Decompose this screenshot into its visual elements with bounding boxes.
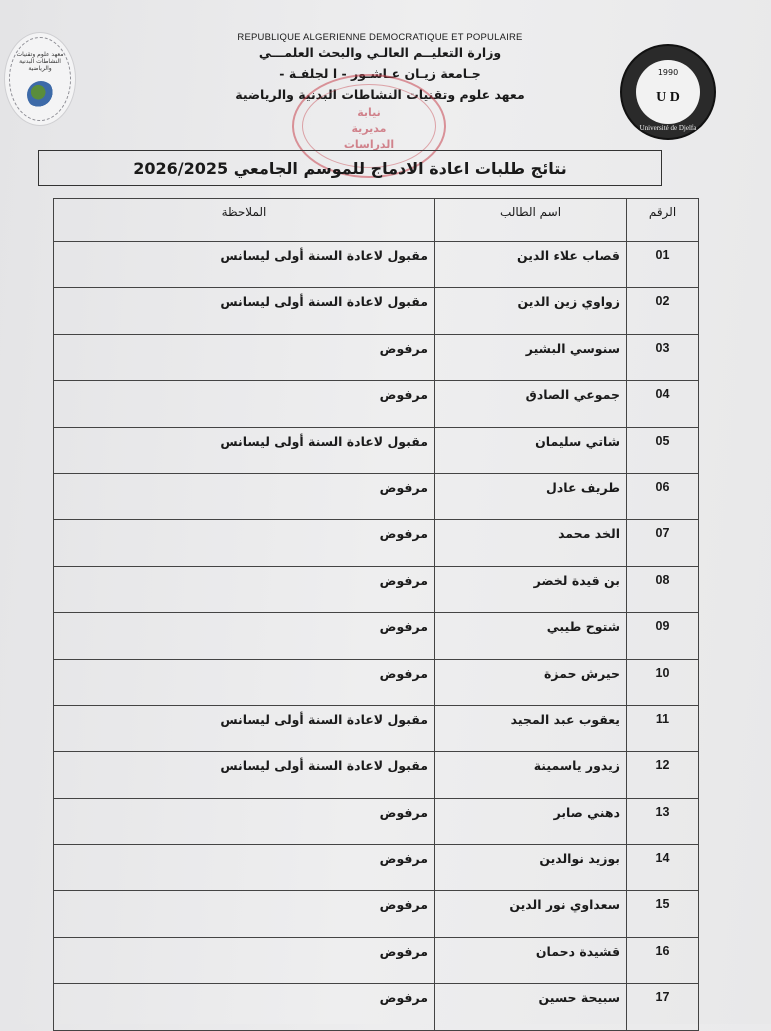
- student-name: شتوح طيبي: [435, 613, 627, 659]
- row-note: مرفوض: [54, 473, 435, 519]
- student-name: قصاب علاء الدين: [435, 242, 627, 288]
- row-note: مقبول لاعادة السنة أولى ليسانس: [54, 705, 435, 751]
- row-number: 12: [627, 752, 699, 798]
- header-number: الرقم: [627, 199, 699, 242]
- stamp-line-1: نيابة: [357, 106, 381, 119]
- seal-letters: U D: [656, 90, 680, 105]
- student-name: سبيحة حسين: [435, 984, 627, 1030]
- row-number: 02: [627, 288, 699, 334]
- institute-heading: معهد علوم وتقنيات النشاطات البدنية والرياضية: [235, 87, 525, 102]
- row-note: مرفوض: [54, 845, 435, 891]
- row-note: مرفوض: [54, 798, 435, 844]
- table-row: [54, 752, 699, 798]
- row-note: مرفوض: [54, 937, 435, 983]
- row-number: 17: [627, 984, 699, 1030]
- table-row: [54, 659, 699, 705]
- seal-center: [636, 60, 700, 124]
- row-number: 01: [627, 242, 699, 288]
- results-table: [53, 198, 699, 1031]
- student-name: بوزيد نوالدين: [435, 845, 627, 891]
- row-note: مرفوض: [54, 891, 435, 937]
- row-note: مقبول لاعادة السنة أولى ليسانس: [54, 288, 435, 334]
- republic-heading: REPUBLIQUE ALGERIENNE DEMOCRATIQUE ET POPULAIRE: [237, 32, 523, 43]
- stamp-line-3: الدراسات: [343, 138, 395, 151]
- row-note: مرفوض: [54, 659, 435, 705]
- row-number: 04: [627, 381, 699, 427]
- row-number: 06: [627, 473, 699, 519]
- row-number: 15: [627, 891, 699, 937]
- header-note: الملاحظة: [54, 199, 435, 242]
- student-name: الخد محمد: [435, 520, 627, 566]
- seal-rim-text: Université de Djelfa: [639, 124, 697, 132]
- row-number: 05: [627, 427, 699, 473]
- seal-year: 1990: [657, 68, 679, 77]
- university-seal-icon: [620, 44, 716, 140]
- table-row: [54, 288, 699, 334]
- ministry-heading: وزارة التعليــم العالـي والبحث العلمـــي: [258, 45, 502, 60]
- athlete-figure-icon: [27, 81, 55, 109]
- page-title: [38, 150, 662, 186]
- row-number: 03: [627, 334, 699, 380]
- student-name: دهني صابر: [435, 798, 627, 844]
- table-row: [54, 798, 699, 844]
- table-row: [54, 381, 699, 427]
- table-header-row: [54, 199, 699, 242]
- table-row: [54, 334, 699, 380]
- row-note: مقبول لاعادة السنة أولى ليسانس: [54, 427, 435, 473]
- row-note: مرفوض: [54, 613, 435, 659]
- table-row: [54, 891, 699, 937]
- row-number: 07: [627, 520, 699, 566]
- student-name: زيدور ياسمينة: [435, 752, 627, 798]
- student-name: يعقوب عبد المجيد: [435, 705, 627, 751]
- table-row: [54, 242, 699, 288]
- table-row: [54, 937, 699, 983]
- student-name: شاتي سليمان: [435, 427, 627, 473]
- row-note: مقبول لاعادة السنة أولى ليسانس: [54, 242, 435, 288]
- table-row: [54, 845, 699, 891]
- student-name: حيرش حمزة: [435, 659, 627, 705]
- student-name: بن قيدة لخضر: [435, 566, 627, 612]
- logo-left-text: معهد علوم وتقنيات النشاطات البدنية والرياضية: [16, 51, 64, 72]
- table-row: [54, 427, 699, 473]
- header-name: اسم الطالب: [435, 199, 627, 242]
- student-name: زواوي زين الدين: [435, 288, 627, 334]
- student-name: جموعي الصادق: [435, 381, 627, 427]
- student-name: قشيدة دحمان: [435, 937, 627, 983]
- row-number: 08: [627, 566, 699, 612]
- table-row: [54, 984, 699, 1030]
- stamp-line-2: مديرية: [351, 122, 387, 135]
- row-note: مرفوض: [54, 381, 435, 427]
- row-note: مرفوض: [54, 334, 435, 380]
- row-number: 10: [627, 659, 699, 705]
- row-number: 13: [627, 798, 699, 844]
- table-row: [54, 705, 699, 751]
- table-row: [54, 473, 699, 519]
- row-note: مقبول لاعادة السنة أولى ليسانس: [54, 752, 435, 798]
- student-name: سعداوي نور الدين: [435, 891, 627, 937]
- row-number: 16: [627, 937, 699, 983]
- student-name: طريف عادل: [435, 473, 627, 519]
- row-number: 09: [627, 613, 699, 659]
- page-title-text: نتائج طلبات اعادة الادماج للموسم الجامعي 2026/2025: [133, 158, 567, 178]
- table-row: [54, 613, 699, 659]
- institute-logo-icon: [4, 32, 76, 126]
- student-name: سنوسي البشير: [435, 334, 627, 380]
- table-row: [54, 520, 699, 566]
- university-heading: جـامعة زيـان عـاشـور - ا لجلفـة -: [279, 66, 481, 81]
- row-number: 14: [627, 845, 699, 891]
- table-row: [54, 566, 699, 612]
- row-note: مرفوض: [54, 566, 435, 612]
- row-note: مرفوض: [54, 520, 435, 566]
- row-number: 11: [627, 705, 699, 751]
- row-note: مرفوض: [54, 984, 435, 1030]
